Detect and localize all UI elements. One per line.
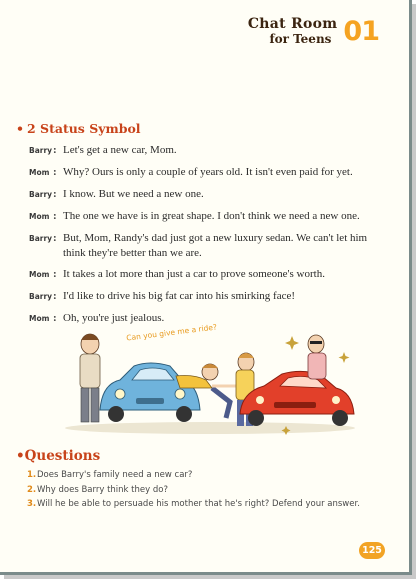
ground-shadow <box>65 422 355 434</box>
cartoon-svg <box>60 322 360 437</box>
man-left-figure <box>80 334 100 422</box>
question-item <box>27 485 367 497</box>
utterance: Oh, you're just jealous. <box>63 311 165 324</box>
speaker-name: Barry <box>29 234 53 243</box>
unit-number: 01 <box>343 16 379 47</box>
dialogue-line <box>29 231 374 260</box>
dialogue-line <box>29 165 374 181</box>
speaker-colon: : <box>53 188 57 200</box>
utterance: Why? Ours is only a couple of years old. It isn't even paid for yet. <box>63 166 353 178</box>
speaker-colon: : <box>53 289 57 302</box>
unit-header <box>248 16 379 47</box>
questions-title <box>16 448 100 464</box>
speaker-name: Barry <box>29 291 53 301</box>
dialogue-line <box>29 267 374 283</box>
question-item <box>27 499 367 511</box>
utterance: I'd like to drive his big fat car into his smirking face! <box>63 289 296 302</box>
speaker-colon: : <box>53 311 57 324</box>
question-text: Does Barry's family need a new car? <box>37 470 193 480</box>
utterance: The one we have is in great shape. I don't think we need a new one. <box>63 210 360 222</box>
speaker-name: Mom <box>29 313 50 323</box>
speaker-colon: : <box>53 166 57 178</box>
unit-header-text <box>248 17 338 47</box>
section-title <box>16 121 141 136</box>
question-number: 2. <box>27 484 37 495</box>
section-bullet: • <box>16 121 24 136</box>
question-number: 1. <box>27 470 37 480</box>
man-sunglasses-figure <box>308 335 326 379</box>
utterance: Let's get a new car, Mom. <box>63 144 177 156</box>
section-title-text: 2 Status Symbol <box>27 121 141 136</box>
speech-caption: Can you give me a ride? <box>125 322 218 343</box>
speaker-name: Barry <box>29 146 53 155</box>
blue-car <box>100 363 200 422</box>
speaker-colon: : <box>53 144 57 156</box>
question-text: Why does Barry think they do? <box>37 484 168 495</box>
dialogue-line <box>29 187 374 203</box>
utterance: I know. But we need a new one. <box>63 188 204 200</box>
questions-bullet: • <box>16 448 25 464</box>
question-text: Will he be able to persuade his mother that he's right? Defend your answer. <box>37 499 360 509</box>
utterance: It takes a lot more than just a car to prove someone's worth. <box>63 267 325 280</box>
page-number-badge: 125 <box>359 542 385 559</box>
questions-title-text: Questions <box>24 448 101 464</box>
dialogue-line <box>29 143 374 159</box>
speaker-name: Mom <box>29 212 50 221</box>
speaker-name: Barry <box>29 190 53 199</box>
speaker-colon: : <box>53 210 57 222</box>
dialogue-line <box>29 289 374 305</box>
speaker-name: Mom <box>29 269 50 279</box>
utterance: But, Mom, Randy's dad just got a new luxury sedan. We can't let him think they're better than we are. <box>63 232 368 259</box>
questions-list <box>27 470 367 514</box>
speaker-name: Mom <box>29 168 50 177</box>
cartoon-illustration <box>60 322 360 437</box>
question-number: 3. <box>27 499 37 509</box>
header-title: Chat Room <box>247 15 338 32</box>
question-item <box>27 470 367 482</box>
speaker-colon: : <box>53 267 57 280</box>
speaker-colon: : <box>53 232 57 244</box>
dialogue <box>29 143 374 333</box>
dialogue-line <box>29 209 374 225</box>
red-sports-car <box>240 371 354 426</box>
header-subtitle: for Teens <box>269 31 332 46</box>
